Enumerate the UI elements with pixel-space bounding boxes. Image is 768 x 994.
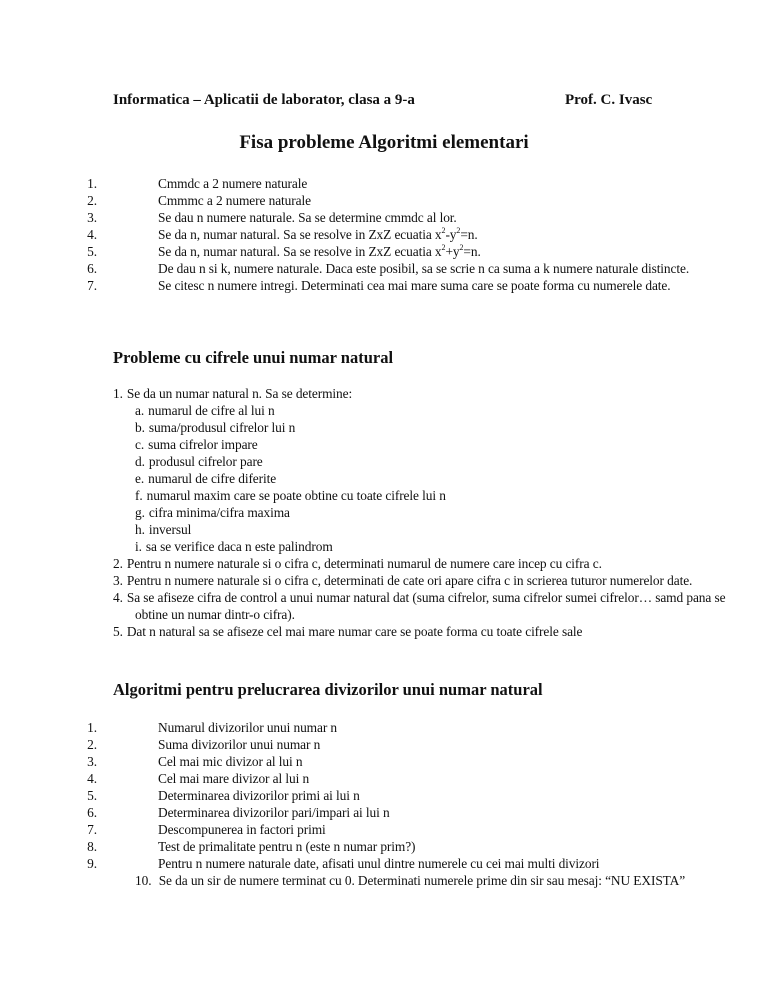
list-item: 2. Cmmmc a 2 numere naturale xyxy=(87,193,311,208)
sub-item: a. numarul de cifre al lui n xyxy=(135,403,275,418)
list-item: 7. Se citesc n numere intregi. Determinati cea mai mare suma care se poate forma cu numerele date. xyxy=(87,278,671,293)
sub-item: c. suma cifrelor impare xyxy=(135,437,258,452)
problem-item: 4. Sa se afiseze cifra de control a unui numar natural dat (suma cifrelor, suma cifrelor sumei cifrelor… samd pana se obtine un numar dintr-o cifra). xyxy=(113,590,726,622)
elementary-algorithms-list xyxy=(0,175,768,294)
course-title: Informatica – Aplicatii de laborator, clasa a 9-a xyxy=(113,92,415,108)
section-title-divisors: Algoritmi pentru prelucrarea divizorilor unui numar natural xyxy=(113,680,543,699)
sub-item: f. numarul maxim care se poate obtine cu toate cifrele lui n xyxy=(135,488,446,503)
divisor-algorithms-list xyxy=(0,719,768,889)
list-item: 4. Se da n, numar natural. Sa se resolve in ZxZ ecuatia $x^2-y^2=n$. xyxy=(87,225,478,242)
list-item: 5. Se da n, numar natural. Sa se resolve in ZxZ ecuatia $x^2+y^2=n$. xyxy=(87,242,481,259)
section-title-digits: Probleme cu cifrele unui numar natural xyxy=(113,348,394,367)
problem-item: 1. Se da un numar natural n. Sa se determine: xyxy=(113,386,353,401)
list-item: 3. Se dau n numere naturale. Sa se determine cmmdc al lor. xyxy=(87,210,457,225)
sub-item: g. cifra minima/cifra maxima xyxy=(135,505,290,520)
author-name: Prof. C. Ivasc xyxy=(565,92,653,108)
list-item: 8. Test de primalitate pentru n (este n numar prim?) xyxy=(87,839,416,854)
list-item: 1. Numarul divizorilor unui numar n xyxy=(87,720,338,735)
sub-item: e. numarul de cifre diferite xyxy=(135,471,277,486)
list-item: 10. Se da un sir de numere terminat cu 0. Determinati numerele prime din sir sau mesaj: “NU EXISTA” xyxy=(135,873,686,888)
list-item: 1. Cmmdc a 2 numere naturale xyxy=(87,176,308,191)
sub-item: h. inversul xyxy=(135,522,192,537)
list-item: 6. Determinarea divizorilor pari/impari ai lui n xyxy=(87,805,390,820)
document-title: Fisa probleme Algoritmi elementari xyxy=(239,132,529,153)
list-item: 6. De dau n si k, numere naturale. Daca este posibil, sa se scrie n ca suma a k numere naturale distincte. xyxy=(87,261,690,276)
problem-item: 3. Pentru n numere naturale si o cifra c, determinati de cate ori apare cifra c in scrierea tuturor numerelor date. xyxy=(113,573,693,588)
list-item: 5. Determinarea divizorilor primi ai lui n xyxy=(87,788,360,803)
digit-problems-list xyxy=(0,385,768,640)
list-item: 3. Cel mai mic divizor al lui n xyxy=(87,754,303,769)
sub-item: b. suma/produsul cifrelor lui n xyxy=(135,420,296,435)
sub-item: i. sa se verifice daca n este palindrom xyxy=(135,539,333,554)
list-item: 9. Pentru n numere naturale date, afisati unul dintre numerele cu cei mai multi divizori xyxy=(87,856,600,871)
list-item: 4. Cel mai mare divizor al lui n xyxy=(87,771,310,786)
list-item: 7. Descompunerea in factori primi xyxy=(87,822,326,837)
sub-item: d. produsul cifrelor pare xyxy=(135,454,263,469)
document-header xyxy=(113,92,693,109)
problem-item: 5. Dat n natural sa se afiseze cel mai mare numar care se poate forma cu toate cifrele sale xyxy=(113,624,583,639)
problem-item: 2. Pentru n numere naturale si o cifra c, determinati numarul de numere care incep cu cifra c. xyxy=(113,556,602,571)
list-item: 2. Suma divizorilor unui numar n xyxy=(87,737,321,752)
